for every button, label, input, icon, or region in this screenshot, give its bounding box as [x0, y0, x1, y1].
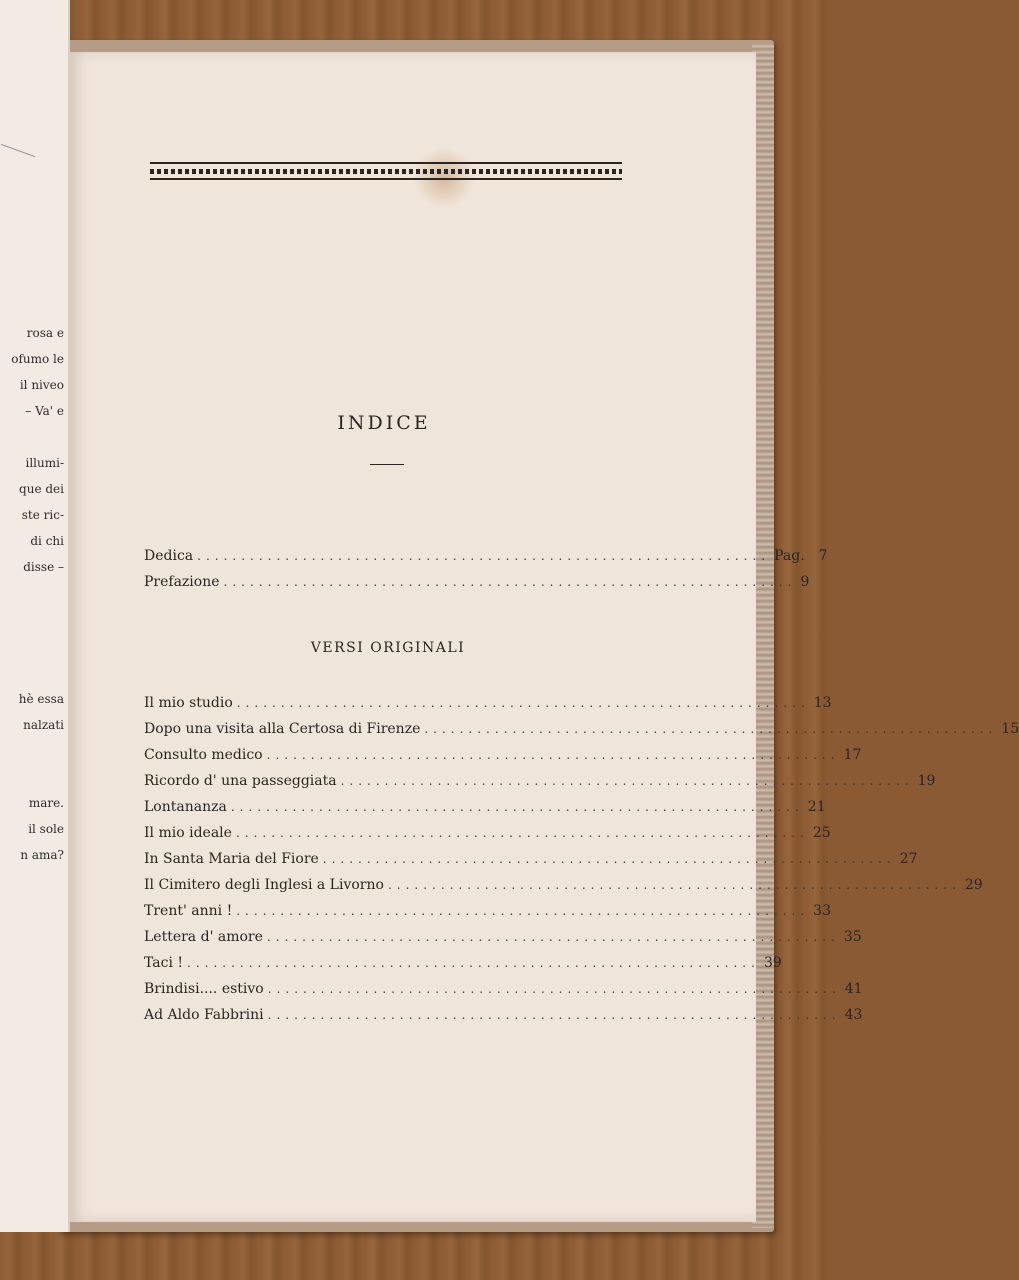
- left-page-fragment: rosa e: [26, 326, 64, 340]
- toc-entry-label: Lontananza: [144, 799, 227, 815]
- toc-row: [144, 825, 831, 845]
- left-page-fragment: n ama?: [20, 848, 64, 862]
- left-page-rule: [1, 144, 35, 157]
- toc-entry-label: Il mio ideale: [144, 825, 232, 841]
- toc-entry-label: Ricordo d' una passeggiata: [144, 773, 337, 789]
- dot-leader: .................................................................: [197, 549, 771, 563]
- toc-entry-label: Brindisi.... estivo: [144, 981, 264, 997]
- left-page-fragment: illumi-: [25, 456, 64, 470]
- section-title: VERSI ORIGINALI: [310, 640, 466, 656]
- toc-row: [144, 721, 1019, 741]
- toc-entry-page: 27: [899, 851, 918, 867]
- left-page-fragment: disse –: [23, 560, 64, 574]
- toc-entry-label: Ad Aldo Fabbrini: [144, 1007, 264, 1023]
- toc-entry-label: In Santa Maria del Fiore: [144, 851, 319, 867]
- right-page: [70, 52, 756, 1222]
- dot-leader: .................................................................: [267, 1008, 841, 1022]
- toc-row: [144, 981, 863, 1001]
- toc-entry-label: Dopo una visita alla Certosa di Firenze: [144, 721, 421, 737]
- toc-entry-label: Trent' anni !: [144, 903, 233, 919]
- title-rule: [370, 464, 404, 465]
- toc-row: [144, 851, 918, 871]
- left-page-fragment: que dei: [19, 482, 64, 496]
- toc-entry-label: Dedica: [144, 548, 194, 564]
- toc-entry-page: 25: [812, 825, 831, 841]
- dot-leader: .................................................................: [235, 826, 809, 840]
- left-page-fragment: ste ric-: [21, 508, 64, 522]
- toc-entry-page: 35: [843, 929, 862, 945]
- toc-entry-page: 13: [813, 695, 832, 711]
- dot-leader: .................................................................: [387, 878, 961, 892]
- left-page: [0, 0, 70, 1232]
- dot-leader: .................................................................: [187, 956, 760, 970]
- toc-row: [144, 903, 831, 923]
- dot-leader: .................................................................: [340, 774, 914, 788]
- toc-entry-page: 41: [844, 981, 863, 997]
- ornamental-border: [150, 162, 622, 180]
- left-page-fragment: mare.: [28, 796, 64, 810]
- dot-leader: .................................................................: [266, 748, 840, 762]
- left-page-fragment: nalzati: [23, 718, 64, 732]
- toc-row: [144, 747, 862, 767]
- pag-label: Pag.: [774, 548, 805, 564]
- toc-row: [144, 929, 862, 949]
- left-page-fragment: hè essa: [18, 692, 64, 706]
- toc-entry-page: 33: [813, 903, 831, 919]
- toc-row: [144, 1007, 863, 1027]
- dot-leader: .................................................................: [230, 800, 804, 814]
- toc-entry-page: 15: [1001, 721, 1019, 737]
- toc-row: [144, 955, 782, 975]
- toc-row: [144, 695, 832, 715]
- dot-leader: .................................................................: [236, 904, 810, 918]
- dot-leader: .................................................................: [424, 722, 998, 736]
- left-page-fragment: – Va' e: [25, 404, 64, 418]
- left-page-fragment: di chi: [30, 534, 64, 548]
- dot-leader: .................................................................: [322, 852, 896, 866]
- toc-entry-label: Consulto medico: [144, 747, 263, 763]
- toc-entry-page: 43: [844, 1007, 863, 1023]
- toc-entry-label: Prefazione: [144, 574, 220, 590]
- toc-entry-label: Il mio studio: [144, 695, 233, 711]
- toc-row: [144, 877, 983, 897]
- toc-entry-page: 39: [763, 955, 782, 971]
- toc-entry-page: 21: [807, 799, 826, 815]
- dot-leader: .................................................................: [266, 930, 840, 944]
- toc-row-prefazione: [144, 574, 810, 594]
- toc-entry-page: 17: [843, 747, 862, 763]
- toc-row-dedica: [144, 548, 828, 568]
- toc-entry-page: 29: [964, 877, 983, 893]
- left-page-fragment: il niveo: [19, 378, 64, 392]
- dot-leader: .................................................................: [223, 575, 797, 589]
- toc-entry-page: 7: [818, 548, 828, 564]
- page-title: INDICE: [337, 412, 431, 434]
- dot-leader: .................................................................: [236, 696, 810, 710]
- toc-entry-label: Il Cimitero degli Inglesi a Livorno: [144, 877, 384, 893]
- toc-entry-page: 19: [917, 773, 936, 789]
- toc-entry-label: Taci !: [144, 955, 183, 971]
- toc-entry-label: Lettera d' amore: [144, 929, 263, 945]
- left-page-fragment: il sole: [28, 822, 64, 836]
- left-page-fragment: ofumo le: [11, 352, 64, 366]
- toc-row: [144, 799, 826, 819]
- dot-leader: .................................................................: [267, 982, 841, 996]
- toc-entry-page: 9: [800, 574, 810, 590]
- toc-row: [144, 773, 936, 793]
